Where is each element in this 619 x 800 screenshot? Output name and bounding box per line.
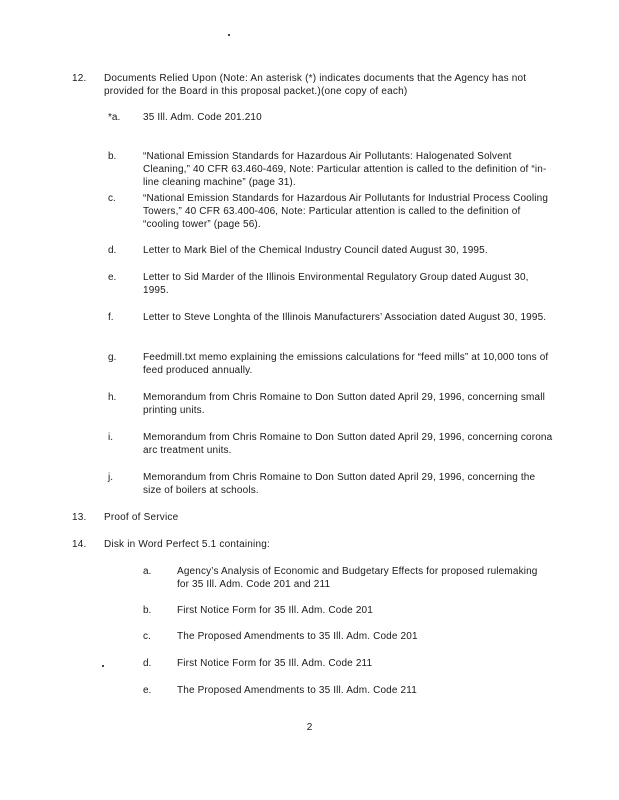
item-text: First Notice Form for 35 Ill. Adm. Code 201 [177,605,373,616]
item-letter: i. [108,432,113,443]
section-number: 12. [72,73,87,84]
section-heading: Proof of Service [104,512,179,523]
item-letter: d. [143,658,152,669]
item-text: Agency’s Analysis of Economic and Budgetary Effects for proposed rulemaking for 35 Ill. Adm. Code 201 and 211 [177,566,538,590]
item-letter: c. [108,193,116,204]
item-letter: e. [108,272,117,283]
item-text: Letter to Sid Marder of the Illinois Environmental Regulatory Group dated August 30, 1995. [143,272,529,296]
item-letter: c. [143,631,151,642]
item-letter: g. [108,352,117,363]
item-text: 35 Ill. Adm. Code 201.210 [143,112,262,123]
scan-artifact [228,34,230,36]
item-text: Letter to Steve Longhta of the Illinois Manufacturers’ Association dated August 30, 1995. [143,312,547,323]
item-text: Feedmill.txt memo explaining the emissions calculations for “feed mills” at 10,000 tons of feed produced annually. [143,352,549,376]
page-number: 2 [306,722,313,733]
item-text: Memorandum from Chris Romaine to Don Sutton dated April 29, 1996, concerning corona arc treatment units. [143,432,553,456]
item-letter: d. [108,245,117,256]
item-text: First Notice Form for 35 Ill. Adm. Code 211 [177,658,373,669]
item-letter: h. [108,392,117,403]
item-letter: j. [108,472,113,483]
scan-artifact [102,665,104,667]
item-letter: b. [143,605,152,616]
section-number: 13. [72,512,87,523]
item-letter: e. [143,685,152,696]
item-text: Memorandum from Chris Romaine to Don Sutton dated April 29, 1996, concerning the size of boilers at schools. [143,472,536,496]
item-letter: a. [143,566,152,577]
section-number: 14. [72,539,87,550]
item-text: The Proposed Amendments to 35 Ill. Adm. Code 211 [177,685,417,696]
item-letter: *a. [108,112,121,123]
item-letter: b. [108,151,117,162]
item-text: The Proposed Amendments to 35 Ill. Adm. Code 201 [177,631,418,642]
item-text: Memorandum from Chris Romaine to Don Sutton dated April 29, 1996, concerning small printing units. [143,392,545,416]
item-text: “National Emission Standards for Hazardous Air Pollutants: Halogenated Solvent Cleaning,” 40 CFR 63.460-469, Note: Particular attention is called to the definition of “in-line cleaning machine” (page 31). [143,151,547,188]
item-text: “National Emission Standards for Hazardous Air Pollutants for Industrial Process Cooling Towers,” 40 CFR 63.400-406, Note: Particular attention is called to the definition of “cooling tower” (page 56). [143,193,549,230]
section-heading: Documents Relied Upon (Note: An asterisk (*) indicates documents that the Agency has not provided for the Board in this proposal packet.)(one copy of each) [104,73,527,97]
item-letter: f. [108,312,114,323]
item-text: Letter to Mark Biel of the Chemical Industry Council dated August 30, 1995. [143,245,488,256]
section-heading: Disk in Word Perfect 5.1 containing: [104,539,270,550]
